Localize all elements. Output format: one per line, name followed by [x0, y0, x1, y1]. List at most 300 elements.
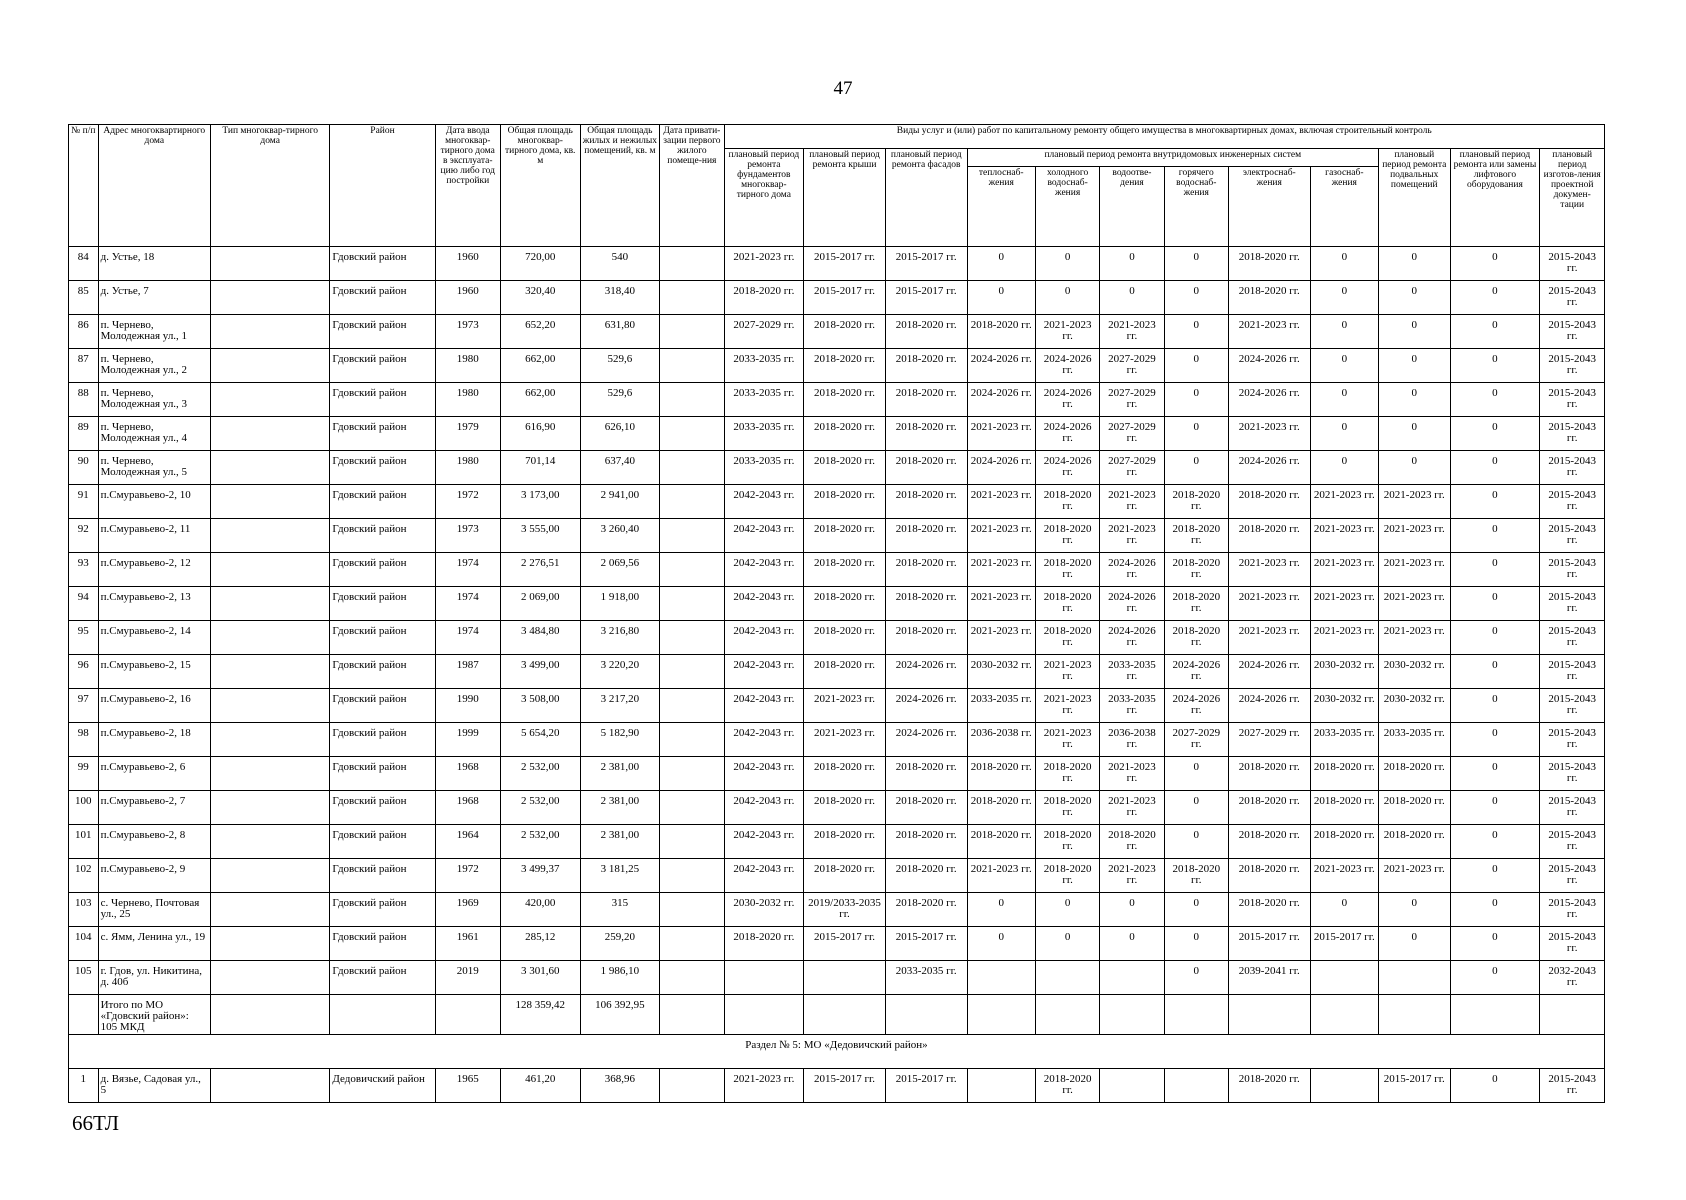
table-cell: 2015-2017 гг.	[885, 281, 967, 315]
table-row	[69, 485, 1605, 519]
table-cell: Гдовский район	[330, 247, 435, 281]
table-cell: 2021-2023 гг.	[967, 553, 1035, 587]
table-cell: 0	[1450, 451, 1540, 485]
table-cell: 1980	[435, 451, 500, 485]
table-cell	[210, 655, 329, 689]
table-cell: 2021-2023 гг.	[1100, 757, 1164, 791]
table-cell	[804, 995, 886, 1035]
table-cell: 2015-2043 гг.	[1540, 451, 1605, 485]
table-cell: 631,80	[580, 315, 660, 349]
table-cell: 2015-2043 гг.	[1540, 859, 1605, 893]
table-cell: 1	[69, 1069, 99, 1103]
table-cell: 3 181,25	[580, 859, 660, 893]
table-cell: 2024-2026 гг.	[967, 349, 1035, 383]
table-cell: 2032-2043 гг.	[1540, 961, 1605, 995]
table-cell: 2018-2020 гг.	[885, 859, 967, 893]
table-cell: 0	[1450, 621, 1540, 655]
table-row	[69, 757, 1605, 791]
table-cell: 87	[69, 349, 99, 383]
table-cell: 0	[1035, 893, 1099, 927]
table-cell: 0	[1310, 281, 1378, 315]
table-cell	[330, 995, 435, 1035]
table-row	[69, 281, 1605, 315]
table-cell: 2018-2020 гг.	[804, 587, 886, 621]
table-cell: 662,00	[500, 349, 580, 383]
table-cell: 1979	[435, 417, 500, 451]
table-cell: 0	[1310, 247, 1378, 281]
table-cell: 2018-2020 гг.	[1035, 519, 1099, 553]
table-cell	[210, 315, 329, 349]
header-cold-water: холодного водоснаб-жения	[1035, 167, 1099, 247]
table-cell: 2019/2033-2035 гг.	[804, 893, 886, 927]
total-area-sum: 128 359,42	[500, 995, 580, 1035]
table-row	[69, 893, 1605, 927]
table-cell: 2018-2020 гг.	[1228, 1069, 1310, 1103]
table-cell: 2015-2043 гг.	[1540, 485, 1605, 519]
table-cell: 1961	[435, 927, 500, 961]
header-systems-group: плановый период ремонта внутридомовых инженерных систем	[967, 149, 1378, 167]
table-cell: Гдовский район	[330, 451, 435, 485]
table-cell: 2018-2020 гг.	[804, 349, 886, 383]
table-cell: 1 918,00	[580, 587, 660, 621]
table-cell: 1968	[435, 757, 500, 791]
table-cell	[660, 995, 724, 1035]
table-cell: 2021-2023 гг.	[967, 417, 1035, 451]
table-cell: 5 182,90	[580, 723, 660, 757]
table-cell	[210, 689, 329, 723]
table-cell: 2018-2020 гг.	[804, 655, 886, 689]
table-cell: Дедовичский район	[330, 1069, 435, 1103]
table-cell: с. Ямм, Ленина ул., 19	[98, 927, 210, 961]
table-cell: 285,12	[500, 927, 580, 961]
table-cell: 2015-2043 гг.	[1540, 655, 1605, 689]
table-cell: 2015-2043 гг.	[1540, 757, 1605, 791]
table-cell: д. Устье, 18	[98, 247, 210, 281]
table-cell: 0	[1450, 417, 1540, 451]
table-cell: 420,00	[500, 893, 580, 927]
table-cell: 0	[1450, 349, 1540, 383]
table-cell: 2018-2020 гг.	[804, 791, 886, 825]
table-cell: 2027-2029 гг.	[1100, 451, 1164, 485]
table-cell	[660, 553, 724, 587]
table-cell: 2030-2032 гг.	[1310, 655, 1378, 689]
table-row	[69, 553, 1605, 587]
table-cell: 0	[1450, 383, 1540, 417]
header-works-group: Виды услуг и (или) работ по капитальному ремонту общего имущества в многоквартирных домах, включая строительный контроль	[724, 125, 1604, 149]
table-cell	[660, 315, 724, 349]
header-basement: плановый период ремонта подвальных помещений	[1379, 149, 1450, 247]
table-cell: 2015-2043 гг.	[1540, 1069, 1605, 1103]
table-cell: 96	[69, 655, 99, 689]
table-cell	[69, 995, 99, 1035]
table-cell: 1972	[435, 485, 500, 519]
table-cell	[210, 927, 329, 961]
header-address: Адрес многоквартирного дома	[98, 125, 210, 247]
table-cell: п.Смуравьево-2, 10	[98, 485, 210, 519]
table-cell: 2018-2020 гг.	[804, 315, 886, 349]
table-cell: 1960	[435, 247, 500, 281]
capital-repair-table	[68, 124, 1605, 1103]
table-cell: 2036-2038 гг.	[1100, 723, 1164, 757]
table-cell	[1035, 961, 1099, 995]
footer-code: 66ТЛ	[72, 1111, 120, 1135]
table-cell: 2015-2017 гг.	[885, 247, 967, 281]
table-cell: 2015-2043 гг.	[1540, 519, 1605, 553]
table-cell: 2018-2020 гг.	[885, 791, 967, 825]
table-cell: 2018-2020 гг.	[1228, 247, 1310, 281]
table-cell: 0	[1164, 927, 1228, 961]
table-cell: 2021-2023 гг.	[1228, 315, 1310, 349]
table-cell: 2015-2043 гг.	[1540, 281, 1605, 315]
table-cell: 2033-2035 гг.	[724, 451, 804, 485]
table-cell: 1969	[435, 893, 500, 927]
table-cell	[210, 893, 329, 927]
table-cell: 0	[967, 927, 1035, 961]
table-cell: 2024-2026 гг.	[1228, 451, 1310, 485]
table-cell: 2018-2020 гг.	[1164, 553, 1228, 587]
table-cell: 103	[69, 893, 99, 927]
table-cell: г. Гдов, ул. Никитина, д. 40б	[98, 961, 210, 995]
table-cell: 701,14	[500, 451, 580, 485]
table-cell: 2015-2017 гг.	[804, 1069, 886, 1103]
table-cell: 0	[1450, 553, 1540, 587]
table-cell: 529,6	[580, 349, 660, 383]
table-cell: 2015-2043 гг.	[1540, 791, 1605, 825]
table-cell: 2018-2020 гг.	[804, 485, 886, 519]
table-cell: 2021-2023 гг.	[1379, 859, 1450, 893]
table-cell: 2021-2023 гг.	[967, 859, 1035, 893]
table-cell: 0	[1379, 383, 1450, 417]
table-cell: 0	[1379, 315, 1450, 349]
table-cell: 2021-2023 гг.	[1035, 723, 1099, 757]
table-cell: 2018-2020 гг.	[804, 553, 886, 587]
table-cell: 2 276,51	[500, 553, 580, 587]
table-cell: 2018-2020 гг.	[967, 825, 1035, 859]
table-cell: 2 069,00	[500, 587, 580, 621]
table-cell	[660, 247, 724, 281]
table-cell	[660, 961, 724, 995]
table-cell: 2018-2020 гг.	[1035, 757, 1099, 791]
table-cell: 104	[69, 927, 99, 961]
table-cell: 0	[1379, 417, 1450, 451]
table-cell: 2021-2023 гг.	[1035, 655, 1099, 689]
table-cell	[660, 791, 724, 825]
table-cell: Гдовский район	[330, 893, 435, 927]
table-cell: 2 381,00	[580, 825, 660, 859]
table-cell: 1972	[435, 859, 500, 893]
table-row	[69, 859, 1605, 893]
table-cell: 2042-2043 гг.	[724, 621, 804, 655]
table-cell: 0	[1100, 927, 1164, 961]
table-cell	[210, 995, 329, 1035]
table-cell: 2018-2020 гг.	[1228, 519, 1310, 553]
table-cell	[660, 927, 724, 961]
table-row	[69, 655, 1605, 689]
table-cell: 2027-2029 гг.	[1100, 383, 1164, 417]
table-cell: 2018-2020 гг.	[1228, 485, 1310, 519]
table-cell: 2018-2020 гг.	[724, 281, 804, 315]
table-cell: 0	[1035, 247, 1099, 281]
table-cell: 2021-2023 гг.	[967, 621, 1035, 655]
table-cell: 1973	[435, 315, 500, 349]
table-cell: 2042-2043 гг.	[724, 553, 804, 587]
table-cell	[660, 417, 724, 451]
table-cell: 2042-2043 гг.	[724, 689, 804, 723]
table-cell	[967, 995, 1035, 1035]
table-cell: 2 532,00	[500, 825, 580, 859]
table-cell: 2018-2020 гг.	[1310, 791, 1378, 825]
table-cell: 2018-2020 гг.	[1035, 859, 1099, 893]
table-cell	[967, 961, 1035, 995]
table-cell: 1964	[435, 825, 500, 859]
table-cell: 2018-2020 гг.	[804, 383, 886, 417]
table-cell: 0	[1379, 927, 1450, 961]
table-cell	[1540, 995, 1605, 1035]
table-cell: 0	[1100, 893, 1164, 927]
table-cell: 1999	[435, 723, 500, 757]
table-cell: 2024-2026 гг.	[1035, 451, 1099, 485]
table-cell: 2015-2043 гг.	[1540, 927, 1605, 961]
table-cell: Гдовский район	[330, 485, 435, 519]
table-cell: 2042-2043 гг.	[724, 485, 804, 519]
table-cell: 0	[1164, 451, 1228, 485]
header-design-doc: плановый период изготов-ления проектной докумен-тации	[1540, 149, 1605, 247]
table-cell: 3 220,20	[580, 655, 660, 689]
table-cell	[660, 655, 724, 689]
table-cell	[210, 485, 329, 519]
table-cell: 0	[1450, 1069, 1540, 1103]
table-cell: с. Чернево, Почтовая ул., 25	[98, 893, 210, 927]
table-cell: 3 260,40	[580, 519, 660, 553]
table-cell: 2018-2020 гг.	[885, 825, 967, 859]
table-cell: 2018-2020 гг.	[1310, 757, 1378, 791]
table-cell: Гдовский район	[330, 621, 435, 655]
table-cell: 97	[69, 689, 99, 723]
table-cell: 2 532,00	[500, 791, 580, 825]
table-cell: 1980	[435, 349, 500, 383]
table-cell: 0	[1450, 689, 1540, 723]
table-cell: 2024-2026 гг.	[1035, 349, 1099, 383]
table-cell: 0	[1100, 247, 1164, 281]
table-cell: 2018-2020 гг.	[1379, 757, 1450, 791]
table-cell: 0	[1379, 893, 1450, 927]
table-cell	[660, 825, 724, 859]
table-cell: 2033-2035 гг.	[1100, 655, 1164, 689]
table-cell: 2024-2026 гг.	[1100, 621, 1164, 655]
table-cell: 2021-2023 гг.	[1310, 621, 1378, 655]
table-cell: 2015-2017 гг.	[1310, 927, 1378, 961]
header-date-commission: Дата ввода многоквар-тирного дома в эксплуата-цию либо год постройки	[435, 125, 500, 247]
table-cell	[1379, 961, 1450, 995]
table-cell	[210, 587, 329, 621]
table-cell: 2024-2026 гг.	[885, 723, 967, 757]
table-cell: 2018-2020 гг.	[1379, 791, 1450, 825]
table-cell: 2042-2043 гг.	[724, 723, 804, 757]
table-cell: 2018-2020 гг.	[1164, 485, 1228, 519]
table-cell	[1100, 995, 1164, 1035]
table-cell: 2021-2023 гг.	[1100, 315, 1164, 349]
table-cell: 1980	[435, 383, 500, 417]
table-cell: 2024-2026 гг.	[1164, 689, 1228, 723]
table-cell: п.Смуравьево-2, 13	[98, 587, 210, 621]
table-cell	[660, 383, 724, 417]
table-cell: 662,00	[500, 383, 580, 417]
table-cell: 2015-2017 гг.	[804, 281, 886, 315]
table-cell: 1968	[435, 791, 500, 825]
table-cell: 637,40	[580, 451, 660, 485]
table-cell: 2021-2023 гг.	[967, 485, 1035, 519]
table-cell: 0	[1450, 757, 1540, 791]
table-cell: 2042-2043 гг.	[724, 757, 804, 791]
table-cell: 0	[1450, 281, 1540, 315]
table-cell: 2042-2043 гг.	[724, 587, 804, 621]
table-cell: 461,20	[500, 1069, 580, 1103]
table-cell: 95	[69, 621, 99, 655]
table-cell: 0	[1164, 825, 1228, 859]
table-cell: 2015-2043 гг.	[1540, 825, 1605, 859]
table-cell: 2018-2020 гг.	[1164, 621, 1228, 655]
table-cell: 320,40	[500, 281, 580, 315]
table-cell	[660, 349, 724, 383]
header-foundation: плановый период ремонта фундаментов многоквар-тирного дома	[724, 149, 804, 247]
table-cell: 2018-2020 гг.	[724, 927, 804, 961]
table-cell: Гдовский район	[330, 281, 435, 315]
table-cell: 2027-2029 гг.	[1100, 417, 1164, 451]
table-cell: 2021-2023 гг.	[1379, 519, 1450, 553]
living-area-sum: 106 392,95	[580, 995, 660, 1035]
table-cell: 0	[1164, 349, 1228, 383]
header-drainage: водоотве-дения	[1100, 167, 1164, 247]
table-cell: 2027-2029 гг.	[1164, 723, 1228, 757]
table-cell: 2018-2020 гг.	[1035, 825, 1099, 859]
table-cell: 315	[580, 893, 660, 927]
table-cell: п.Смуравьево-2, 7	[98, 791, 210, 825]
table-cell: 652,20	[500, 315, 580, 349]
table-cell: 89	[69, 417, 99, 451]
table-cell: 2 941,00	[580, 485, 660, 519]
table-cell: 2018-2020 гг.	[1228, 757, 1310, 791]
table-cell: Гдовский район	[330, 655, 435, 689]
table-cell: 0	[1164, 757, 1228, 791]
table-cell: 94	[69, 587, 99, 621]
table-cell: 2024-2026 гг.	[967, 383, 1035, 417]
table-cell: 2018-2020 гг.	[1164, 587, 1228, 621]
table-cell: п.Смуравьево-2, 14	[98, 621, 210, 655]
table-cell	[724, 995, 804, 1035]
table-cell: Гдовский район	[330, 315, 435, 349]
table-cell: 2015-2043 гг.	[1540, 553, 1605, 587]
header-electric: электроснаб-жения	[1228, 167, 1310, 247]
table-cell	[660, 859, 724, 893]
table-cell: 1960	[435, 281, 500, 315]
table-cell: 626,10	[580, 417, 660, 451]
table-row	[69, 961, 1605, 995]
table-cell: 2021-2023 гг.	[1228, 417, 1310, 451]
table-cell: 0	[1100, 281, 1164, 315]
table-cell: 2015-2017 гг.	[885, 1069, 967, 1103]
table-cell: 2021-2023 гг.	[967, 587, 1035, 621]
table-cell: 2018-2020 гг.	[804, 757, 886, 791]
header-num: № п/п	[69, 125, 99, 247]
table-cell: п.Смуравьево-2, 6	[98, 757, 210, 791]
table-cell: 0	[1379, 281, 1450, 315]
table-cell: 2027-2029 гг.	[1100, 349, 1164, 383]
table-cell: п. Чернево, Молодежная ул., 5	[98, 451, 210, 485]
table-cell: 3 555,00	[500, 519, 580, 553]
table-cell	[210, 859, 329, 893]
table-cell: 2042-2043 гг.	[724, 655, 804, 689]
table-cell: 0	[967, 281, 1035, 315]
table-cell: 2030-2032 гг.	[1310, 689, 1378, 723]
header-living-area: Общая площадь жилых и нежилых помещений, кв. м	[580, 125, 660, 247]
table-cell	[210, 519, 329, 553]
table-cell: 2021-2023 гг.	[804, 689, 886, 723]
table-cell: 2015-2017 гг.	[804, 247, 886, 281]
table-cell: 2 381,00	[580, 791, 660, 825]
table-cell: 2033-2035 гг.	[1100, 689, 1164, 723]
table-cell: 0	[1450, 315, 1540, 349]
table-cell: 2018-2020 гг.	[885, 893, 967, 927]
table-cell: 2018-2020 гг.	[1035, 621, 1099, 655]
table-cell: 84	[69, 247, 99, 281]
table-cell: 3 499,37	[500, 859, 580, 893]
table-cell	[660, 893, 724, 927]
table-cell: 2018-2020 гг.	[885, 587, 967, 621]
table-cell: 2015-2043 гг.	[1540, 621, 1605, 655]
table-row	[69, 587, 1605, 621]
table-cell: 259,20	[580, 927, 660, 961]
table-cell: 2024-2026 гг.	[967, 451, 1035, 485]
table-row	[69, 621, 1605, 655]
table-cell: 0	[1164, 383, 1228, 417]
table-cell: 0	[1164, 961, 1228, 995]
table-cell	[1450, 995, 1540, 1035]
header-roof: плановый период ремонта крыши	[804, 149, 886, 247]
table-cell: д. Вязье, Садовая ул., 5	[98, 1069, 210, 1103]
table-cell: д. Устье, 7	[98, 281, 210, 315]
table-cell: 616,90	[500, 417, 580, 451]
table-cell: 0	[1310, 451, 1378, 485]
table-cell: 2036-2038 гг.	[967, 723, 1035, 757]
table-cell: 0	[967, 893, 1035, 927]
table-cell: 2027-2029 гг.	[1228, 723, 1310, 757]
table-cell: п. Чернево, Молодежная ул., 1	[98, 315, 210, 349]
table-cell	[885, 995, 967, 1035]
table-cell: 2033-2035 гг.	[1379, 723, 1450, 757]
table-cell: п.Смуравьево-2, 15	[98, 655, 210, 689]
table-cell	[660, 621, 724, 655]
table-cell: п. Чернево, Молодежная ул., 4	[98, 417, 210, 451]
table-cell: п.Смуравьево-2, 18	[98, 723, 210, 757]
table-cell: 720,00	[500, 247, 580, 281]
table-cell	[210, 1069, 329, 1103]
table-cell: 2024-2026 гг.	[885, 655, 967, 689]
table-cell: 1974	[435, 553, 500, 587]
header-privatization-date: Дата привати-зации первого жилого помеще-ния	[660, 125, 724, 247]
table-cell: п.Смуравьево-2, 8	[98, 825, 210, 859]
table-cell: 92	[69, 519, 99, 553]
table-cell: 2024-2026 гг.	[1228, 689, 1310, 723]
table-cell: 2 381,00	[580, 757, 660, 791]
table-cell	[1310, 1069, 1378, 1103]
table-cell: 1965	[435, 1069, 500, 1103]
table-cell: 88	[69, 383, 99, 417]
table-cell: 2018-2020 гг.	[885, 349, 967, 383]
page-number: 47	[833, 78, 853, 99]
table-cell: 2024-2026 гг.	[1035, 383, 1099, 417]
table-cell: 2021-2023 гг.	[1100, 859, 1164, 893]
table-cell: 2015-2043 гг.	[1540, 723, 1605, 757]
